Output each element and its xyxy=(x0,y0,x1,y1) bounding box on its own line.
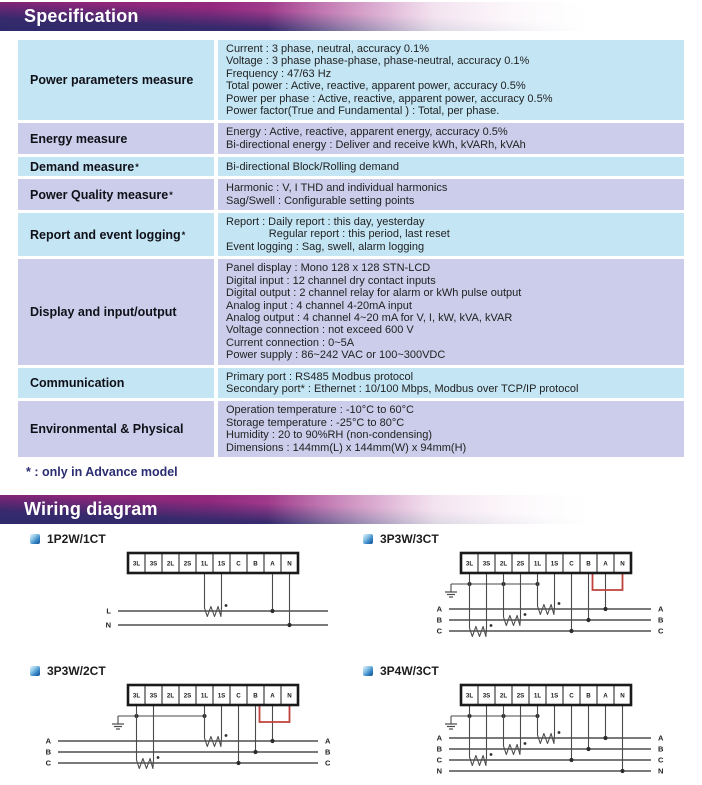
spec-row-label: Power parameters measure xyxy=(18,40,214,120)
advance-asterisk: * xyxy=(169,189,173,200)
spec-row-content xyxy=(218,40,684,120)
svg-text:B: B xyxy=(436,615,442,625)
diagram-title: 3P3W/3CT xyxy=(380,531,439,546)
svg-text:B: B xyxy=(658,615,664,625)
red-jumper xyxy=(260,705,290,722)
spec-row xyxy=(18,179,684,210)
terminal-label: 2S xyxy=(183,560,192,568)
svg-text:N: N xyxy=(436,766,442,776)
spec-line: Power factor(True and Fundamental ) : Total, per phase. xyxy=(226,105,500,118)
spec-row xyxy=(18,40,684,120)
svg-text:C: C xyxy=(325,758,331,768)
polarity-dot xyxy=(558,731,561,734)
phase-lines xyxy=(437,734,664,776)
spec-row-label: Demand measure * xyxy=(18,157,214,176)
ct-coils xyxy=(470,705,561,766)
svg-text:A: A xyxy=(436,733,442,743)
bullet-icon xyxy=(30,666,40,676)
spec-line: Bi-directional energy : Deliver and receive kWh, kVARh, kVAh xyxy=(226,138,526,151)
terminal-label: 3S xyxy=(482,692,491,700)
terminal-label: 2L xyxy=(499,560,508,568)
terminal-label: 3L xyxy=(132,560,141,568)
polarity-dot xyxy=(225,734,228,737)
ct-coils xyxy=(205,573,228,617)
svg-text:B: B xyxy=(436,744,442,754)
wiring-diagram-grid xyxy=(18,531,684,785)
terminal-label: N xyxy=(287,692,292,700)
diagram-label-row xyxy=(363,531,684,547)
terminal-label: 3S xyxy=(149,560,158,568)
terminal-label: A xyxy=(270,692,275,700)
terminal-label: 3S xyxy=(482,560,491,568)
spec-line: Current : 3 phase, neutral, accuracy 0.1% xyxy=(226,43,429,55)
svg-text:N: N xyxy=(105,620,111,630)
spec-row-label: Energy measure xyxy=(18,123,214,154)
spec-line: Sag/Swell : Configurable setting points xyxy=(226,194,415,207)
spec-line: Primary port : RS485 Modbus protocol xyxy=(226,370,414,383)
diagram-label-row xyxy=(30,663,351,679)
wiring-diagram-title: Wiring diagram xyxy=(24,498,158,519)
diagram-label-row xyxy=(363,663,684,679)
terminal-label: C xyxy=(236,692,241,700)
spec-line: Analog input : 4 channel 4-20mA input xyxy=(226,299,412,312)
terminal-label: 2S xyxy=(516,692,525,700)
terminal-strip xyxy=(128,685,298,705)
terminal-label: 1S xyxy=(550,692,559,700)
wiring-diagram-1p2w-1ct xyxy=(18,531,351,653)
wiring-diagram-3p3w-2ct xyxy=(18,663,351,785)
svg-text:A: A xyxy=(436,604,442,614)
wiring-schematic xyxy=(30,549,363,653)
svg-text:B: B xyxy=(325,747,331,757)
spec-line: Bi-directional Block/Rolling demand xyxy=(226,160,400,173)
voltage-taps xyxy=(569,705,624,773)
svg-text:B: B xyxy=(658,744,664,754)
spec-row-content xyxy=(218,401,684,457)
spec-line: Frequency : 47/63 Hz xyxy=(226,67,332,80)
terminal-label: 1S xyxy=(550,560,559,568)
diagram-title: 1P2W/1CT xyxy=(47,531,106,546)
spec-line: Dimensions : 144mm(L) x 144mm(W) x 94mm(H) xyxy=(226,441,467,454)
spec-row xyxy=(18,213,684,256)
specification-title: Specification xyxy=(24,6,139,26)
terminal-label: C xyxy=(569,692,574,700)
svg-text:B: B xyxy=(45,747,51,757)
terminal-label: B xyxy=(586,560,591,568)
advance-model-note: * : only in Advance model xyxy=(26,464,178,479)
spec-line: Panel display : Mono 128 x 128 STN-LCD xyxy=(226,262,431,275)
wiring-diagram-3p4w-3ct xyxy=(351,663,684,785)
spec-line: Power supply : 86~242 VAC or 100~300VDC xyxy=(226,349,446,362)
svg-text:C: C xyxy=(658,755,664,765)
spec-row-content xyxy=(218,179,684,210)
spec-line: Current connection : 0~5A xyxy=(226,336,355,349)
wiring-schematic xyxy=(30,681,363,785)
spec-line: Report : Daily report : this day, yesterday xyxy=(226,216,425,229)
svg-text:A: A xyxy=(325,736,331,746)
spec-row xyxy=(18,368,684,399)
ct-coils xyxy=(137,705,228,769)
svg-text:C: C xyxy=(436,755,442,765)
specification-banner xyxy=(0,2,702,31)
red-jumper xyxy=(593,573,623,590)
spec-row-content xyxy=(218,157,684,176)
spec-line: Analog output : 4 channel 4~20 mA for V, I, kW, kVA, kVAR xyxy=(226,311,513,324)
spec-row-content xyxy=(218,123,684,154)
polarity-dot xyxy=(558,602,561,605)
spec-row-label: Communication xyxy=(18,368,214,399)
spec-row xyxy=(18,259,684,364)
wiring-diagram-banner xyxy=(0,495,702,524)
polarity-dot xyxy=(524,613,527,616)
advance-asterisk: * xyxy=(181,229,186,240)
spec-line: Operation temperature : -10°C to 60°C xyxy=(226,404,414,417)
wiring-diagram-3p3w-3ct xyxy=(351,531,684,653)
terminal-label: 2L xyxy=(166,560,175,568)
terminal-label: N xyxy=(287,560,292,568)
terminal-label: 1L xyxy=(200,560,209,568)
ground-symbol xyxy=(445,582,540,597)
terminal-label: B xyxy=(253,560,258,568)
spec-line: Total power : Active, reactive, apparent power, accuracy 0.5% xyxy=(226,80,526,93)
spec-row-content xyxy=(218,259,684,364)
bullet-icon xyxy=(363,534,373,544)
terminal-label: B xyxy=(253,692,258,700)
polarity-dot xyxy=(157,756,160,759)
terminal-label: A xyxy=(270,560,275,568)
spec-row xyxy=(18,157,684,176)
terminal-label: B xyxy=(586,692,591,700)
terminal-label: A xyxy=(603,692,608,700)
spec-line: Secondary port* : Ethernet : 10/100 Mbps, Modbus over TCP/IP protocol xyxy=(226,382,579,395)
voltage-taps xyxy=(569,573,607,633)
terminal-label: 1L xyxy=(533,692,542,700)
terminal-label: 2L xyxy=(166,692,175,700)
polarity-dot xyxy=(490,753,493,756)
bullet-icon xyxy=(30,534,40,544)
spec-line: Digital input : 12 channel dry contact inputs xyxy=(226,274,436,287)
terminal-label: N xyxy=(620,692,625,700)
spec-row xyxy=(18,123,684,154)
ground-symbol xyxy=(445,714,540,729)
terminal-label: 3L xyxy=(465,692,474,700)
terminal-label: 1S xyxy=(217,560,226,568)
advance-asterisk: * xyxy=(135,161,139,172)
spec-line: Energy : Active, reactive, apparent energy, accuracy 0.5% xyxy=(226,126,508,139)
spec-row-content xyxy=(218,368,684,399)
voltage-taps xyxy=(270,573,291,627)
voltage-taps xyxy=(236,705,274,765)
spec-row-label: Environmental & Physical xyxy=(18,401,214,457)
spec-line: Storage temperature : -25°C to 80°C xyxy=(226,416,405,429)
spec-line: Regular report : this period, last reset xyxy=(226,228,450,241)
spec-line: Power per phase : Active, reactive, apparent power, accuracy 0.5% xyxy=(226,92,553,105)
ct-coils xyxy=(470,573,561,637)
terminal-strip xyxy=(128,553,298,573)
terminal-label: 1L xyxy=(200,692,209,700)
svg-text:A: A xyxy=(45,736,51,746)
svg-text:C: C xyxy=(45,758,51,768)
terminal-label: 2S xyxy=(183,692,192,700)
terminal-label: 1S xyxy=(217,692,226,700)
terminal-label: N xyxy=(620,560,625,568)
diagram-label-row xyxy=(30,531,351,547)
bullet-icon xyxy=(363,666,373,676)
diagram-title: 3P4W/3CT xyxy=(380,663,439,678)
svg-text:A: A xyxy=(658,733,664,743)
terminal-label: 2S xyxy=(516,560,525,568)
spec-row-label: Display and input/output xyxy=(18,259,214,364)
spec-row xyxy=(18,401,684,457)
terminal-label: C xyxy=(236,560,241,568)
terminal-label: 3L xyxy=(465,560,474,568)
phase-lines xyxy=(46,737,331,768)
diagram-title: 3P3W/2CT xyxy=(47,663,106,678)
svg-text:L: L xyxy=(106,606,111,616)
spec-row-label: Report and event logging * xyxy=(18,213,214,256)
wiring-schematic xyxy=(363,681,696,785)
terminal-label: 3L xyxy=(132,692,141,700)
spec-line: Humidity : 20 to 90%RH (non-condensing) xyxy=(226,429,433,442)
terminal-label: A xyxy=(603,560,608,568)
svg-text:C: C xyxy=(658,626,664,636)
terminal-strip xyxy=(461,553,631,573)
spec-line: Digital output : 2 channel relay for alarm or kWh pulse output xyxy=(226,287,522,300)
polarity-dot xyxy=(524,742,527,745)
polarity-dot xyxy=(225,604,228,607)
terminal-label: 2L xyxy=(499,692,508,700)
specification-table xyxy=(18,40,684,457)
svg-text:A: A xyxy=(658,604,664,614)
spec-line: Event logging : Sag, swell, alarm logging xyxy=(226,240,425,253)
spec-line: Harmonic : V, I THD and individual harmonics xyxy=(226,182,448,195)
terminal-label: C xyxy=(569,560,574,568)
terminal-label: 3S xyxy=(149,692,158,700)
terminal-strip xyxy=(461,685,631,705)
terminal-label: 1L xyxy=(533,560,542,568)
spec-row-label: Power Quality measure * xyxy=(18,179,214,210)
spec-line: Voltage connection : not exceed 600 V xyxy=(226,324,414,337)
ground-symbol xyxy=(112,714,207,729)
wiring-schematic xyxy=(363,549,696,653)
spec-row-content xyxy=(218,213,684,256)
svg-text:C: C xyxy=(436,626,442,636)
svg-text:N: N xyxy=(658,766,664,776)
polarity-dot xyxy=(490,624,493,627)
spec-line: Voltage : 3 phase phase-phase, phase-neutral, accuracy 0.1% xyxy=(226,55,530,68)
